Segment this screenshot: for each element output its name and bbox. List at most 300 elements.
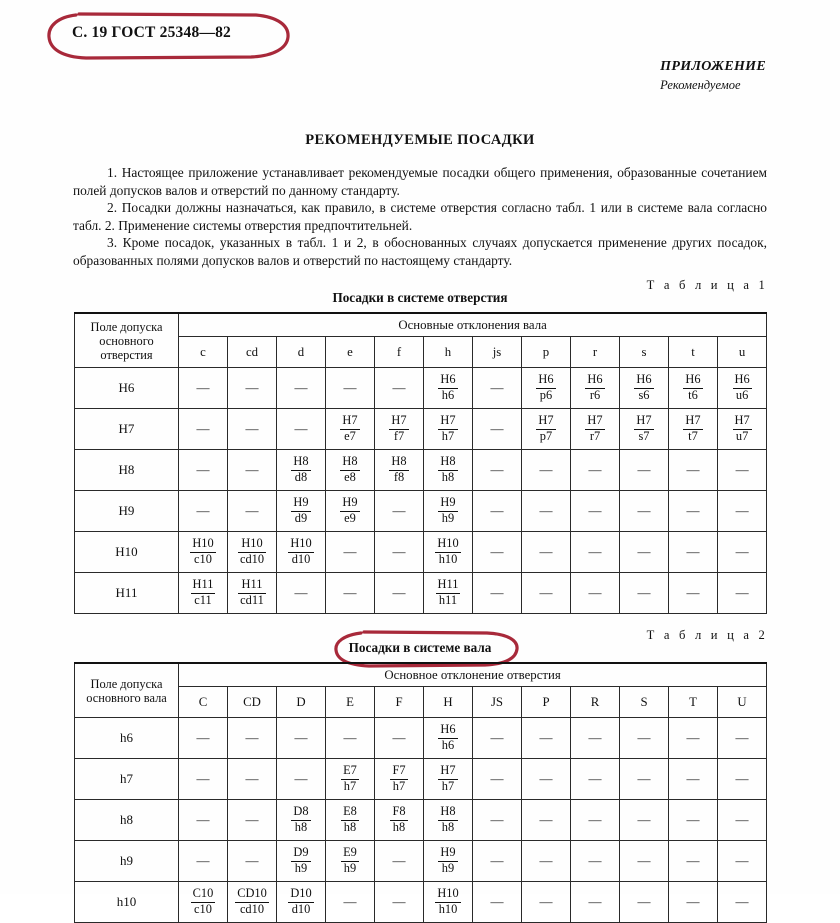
fraction-denominator: h8: [291, 820, 310, 834]
table-row: [75, 491, 767, 532]
fit-fraction: [634, 373, 653, 401]
fit-fraction: [288, 887, 313, 915]
cell-dash: —: [686, 503, 700, 518]
table2-cell-h7-r: [571, 759, 620, 800]
fit-fraction: [733, 414, 752, 442]
table2-cell-h9-cd: [228, 841, 277, 882]
table2-cell-h6-r: [571, 718, 620, 759]
table2-cell-h7-c: [179, 759, 228, 800]
table1-cell-h11-s: [620, 573, 669, 614]
fraction-denominator: r7: [585, 429, 604, 443]
table2-cell-h9-d: [277, 841, 326, 882]
fraction-numerator: H6: [734, 372, 750, 387]
fit-fraction: [389, 455, 408, 483]
fraction-denominator: d10: [288, 552, 313, 566]
table1-cell-h9-r: [571, 491, 620, 532]
cell-dash: —: [392, 894, 406, 909]
cell-dash: —: [588, 730, 602, 745]
table2-row-label-h9: h9: [75, 841, 179, 882]
table1-cell-h11-p: [522, 573, 571, 614]
fit-fraction: [238, 578, 266, 606]
cell-dash: —: [196, 421, 210, 436]
table-row: [75, 450, 767, 491]
fraction-numerator: E7: [343, 763, 357, 778]
table1-cell-h10-p: [522, 532, 571, 573]
fraction-denominator: h9: [438, 861, 457, 875]
cell-dash: —: [245, 730, 259, 745]
table1-cell-h7-cd: [228, 409, 277, 450]
table1-head: [75, 313, 767, 368]
table1-cell-h6-e: [326, 368, 375, 409]
cell-dash: —: [686, 771, 700, 786]
cell-dash: —: [490, 544, 504, 559]
table2-row-label-h10: h10: [75, 882, 179, 923]
cell-dash: —: [343, 380, 357, 395]
cell-dash: —: [490, 380, 504, 395]
appendix-block: [660, 58, 766, 94]
cell-dash: —: [294, 771, 308, 786]
fraction-denominator: h8: [438, 470, 457, 484]
table2-column-header-s: S: [620, 687, 669, 718]
table2-cell-h8-js: [473, 800, 522, 841]
running-head: С. 19 ГОСТ 25348—82: [72, 24, 231, 41]
table2-cell-h6-js: [473, 718, 522, 759]
fraction-numerator: H11: [192, 577, 214, 592]
table2-cell-h7-h: [424, 759, 473, 800]
table1-cell-h10-cd: [228, 532, 277, 573]
table2-cell-h9-t: [669, 841, 718, 882]
fraction-denominator: e7: [340, 429, 359, 443]
table-row: [75, 841, 767, 882]
fraction-numerator: H7: [685, 413, 701, 428]
table-row: [75, 532, 767, 573]
cell-dash: —: [392, 730, 406, 745]
table1-cell-h7-js: [473, 409, 522, 450]
table1-cell-h8-d: [277, 450, 326, 491]
table1-cell-h9-e: [326, 491, 375, 532]
table1-cell-h7-p: [522, 409, 571, 450]
fit-fraction: [435, 887, 460, 915]
table2-cell-h7-cd: [228, 759, 277, 800]
table1-cell-h6-f: [375, 368, 424, 409]
cell-dash: —: [588, 771, 602, 786]
table2-cell-h10-e: [326, 882, 375, 923]
fraction-numerator: CD10: [237, 886, 267, 901]
cell-dash: —: [245, 380, 259, 395]
cell-dash: —: [588, 503, 602, 518]
table2-cell-h8-s: [620, 800, 669, 841]
fraction-numerator: H8: [342, 454, 358, 469]
fraction-denominator: u6: [733, 388, 752, 402]
cell-dash: —: [539, 894, 553, 909]
table2-number: Т а б л и ц а 2: [646, 628, 768, 642]
fraction-numerator: H7: [734, 413, 750, 428]
table1-cell-h7-t: [669, 409, 718, 450]
table1-cell-h9-t: [669, 491, 718, 532]
table-posadki-v-sisteme-vala: [74, 662, 767, 923]
table-row: [75, 368, 767, 409]
table2-cell-h9-s: [620, 841, 669, 882]
table2-row-label-h8: h8: [75, 800, 179, 841]
cell-dash: —: [588, 585, 602, 600]
table2-cell-h7-t: [669, 759, 718, 800]
table2-column-header-e: E: [326, 687, 375, 718]
fraction-denominator: r6: [585, 388, 604, 402]
table-row: [75, 882, 767, 923]
table2-cell-h8-f: [375, 800, 424, 841]
fit-fraction: [435, 537, 460, 565]
table2-cell-h10-u: [718, 882, 767, 923]
fraction-numerator: H7: [538, 413, 554, 428]
fraction-numerator: H11: [241, 577, 263, 592]
table2-cell-h8-cd: [228, 800, 277, 841]
table1-cell-h10-r: [571, 532, 620, 573]
table1-cell-h6-h: [424, 368, 473, 409]
cell-dash: —: [392, 503, 406, 518]
table1-title: Посадки в системе отверстия: [332, 290, 508, 305]
table1-cell-h8-t: [669, 450, 718, 491]
table2-cell-h7-d: [277, 759, 326, 800]
fit-fraction: [340, 496, 359, 524]
cell-dash: —: [637, 585, 651, 600]
fit-fraction: [340, 414, 359, 442]
paragraph-1: 1. Настоящее приложение устанавливает рекомендуемые посадки общего применения, образованные сочетанием полей допусков валов и отверстий по данному стандарту.: [73, 165, 767, 198]
table2-cell-h10-cd: [228, 882, 277, 923]
cell-dash: —: [686, 462, 700, 477]
table1-cell-h11-f: [375, 573, 424, 614]
fraction-denominator: h7: [341, 779, 359, 793]
fit-fraction: [341, 805, 359, 833]
table2-cell-h6-p: [522, 718, 571, 759]
table1-cell-h10-t: [669, 532, 718, 573]
cell-dash: —: [539, 462, 553, 477]
table2-cell-h10-s: [620, 882, 669, 923]
table1-cell-h10-s: [620, 532, 669, 573]
table1-cell-h8-f: [375, 450, 424, 491]
cell-dash: —: [294, 421, 308, 436]
table1-cell-h6-p: [522, 368, 571, 409]
table2-column-header-h: H: [424, 687, 473, 718]
cell-dash: —: [392, 544, 406, 559]
table2-cell-h10-c: [179, 882, 228, 923]
cell-dash: —: [637, 812, 651, 827]
table2-cell-h9-u: [718, 841, 767, 882]
fraction-denominator: h8: [390, 820, 407, 834]
cell-dash: —: [490, 421, 504, 436]
cell-dash: —: [539, 585, 553, 600]
table1-column-header-c: c: [179, 337, 228, 368]
fraction-denominator: h10: [435, 552, 460, 566]
table2-cell-h10-h: [424, 882, 473, 923]
fraction-denominator: h9: [438, 511, 457, 525]
table-posadki-v-sisteme-otverstiya: [74, 312, 767, 614]
table1-cell-h11-e: [326, 573, 375, 614]
table2-cell-h8-t: [669, 800, 718, 841]
cell-dash: —: [735, 771, 749, 786]
fit-fraction: [341, 846, 359, 874]
table1-cell-h6-r: [571, 368, 620, 409]
fraction-numerator: F7: [392, 763, 406, 778]
cell-dash: —: [637, 894, 651, 909]
paragraph-3: 3. Кроме посадок, указанных в табл. 1 и 2, в обоснованных случаях допускается применение других посадок, образованных полями допусков валов и отверстий по настоящему стандарту.: [73, 235, 767, 268]
cell-dash: —: [196, 771, 210, 786]
fit-fraction: [340, 455, 359, 483]
fraction-denominator: d10: [288, 902, 313, 916]
table-row: [75, 800, 767, 841]
table1-cell-h10-h: [424, 532, 473, 573]
table2-stub-header: Поле допуска основного вала: [75, 663, 179, 718]
fit-fraction: [733, 373, 752, 401]
fraction-denominator: c11: [191, 593, 216, 607]
fraction-numerator: E9: [343, 845, 357, 860]
cell-dash: —: [245, 853, 259, 868]
cell-dash: —: [196, 853, 210, 868]
table2-column-header-p: P: [522, 687, 571, 718]
table1-cell-h7-f: [375, 409, 424, 450]
table1-row-label-h9: H9: [75, 491, 179, 532]
table2-cell-h7-js: [473, 759, 522, 800]
table2-column-header-cd: CD: [228, 687, 277, 718]
cell-dash: —: [686, 730, 700, 745]
table2-cell-h6-e: [326, 718, 375, 759]
fraction-denominator: u7: [733, 429, 752, 443]
appendix-label: ПРИЛОЖЕНИЕ: [660, 59, 766, 74]
cell-dash: —: [735, 853, 749, 868]
table1-cell-h8-c: [179, 450, 228, 491]
table2-body: [75, 718, 767, 923]
fraction-numerator: H10: [437, 886, 459, 901]
cell-dash: —: [588, 462, 602, 477]
table1-cell-h9-h: [424, 491, 473, 532]
table2-cell-h10-js: [473, 882, 522, 923]
cell-dash: —: [637, 462, 651, 477]
fraction-numerator: H7: [342, 413, 358, 428]
fit-fraction: [438, 846, 457, 874]
fraction-numerator: H7: [636, 413, 652, 428]
cell-dash: —: [392, 380, 406, 395]
cell-dash: —: [588, 853, 602, 868]
table1-cell-h11-cd: [228, 573, 277, 614]
cell-dash: —: [539, 544, 553, 559]
fraction-numerator: H6: [636, 372, 652, 387]
table1-stub-header: Поле допуска основного отверстия: [75, 313, 179, 368]
cell-dash: —: [490, 771, 504, 786]
fit-fraction: [235, 887, 269, 915]
fraction-denominator: h10: [435, 902, 460, 916]
table2-cell-h6-h: [424, 718, 473, 759]
fraction-denominator: h9: [291, 861, 310, 875]
table2-column-header-d: D: [277, 687, 326, 718]
table1-cell-h8-cd: [228, 450, 277, 491]
cell-dash: —: [196, 380, 210, 395]
table1-cell-h6-d: [277, 368, 326, 409]
table2-cell-h10-t: [669, 882, 718, 923]
fraction-denominator: f7: [389, 429, 408, 443]
fit-fraction: [438, 455, 457, 483]
table2-cell-h7-s: [620, 759, 669, 800]
table2-cell-h9-r: [571, 841, 620, 882]
cell-dash: —: [490, 503, 504, 518]
table2-cell-h9-c: [179, 841, 228, 882]
cell-dash: —: [735, 585, 749, 600]
fraction-denominator: f8: [389, 470, 408, 484]
fraction-denominator: d8: [291, 470, 310, 484]
fraction-denominator: d9: [291, 511, 310, 525]
table-row: [75, 759, 767, 800]
table-row: [75, 573, 767, 614]
fraction-denominator: h6: [438, 388, 457, 402]
table1-column-header-s: s: [620, 337, 669, 368]
table2-cell-h8-d: [277, 800, 326, 841]
fit-fraction: [390, 805, 407, 833]
page-title: РЕКОМЕНДУЕМЫЕ ПОСАДКИ: [305, 132, 535, 148]
fit-fraction: [291, 455, 310, 483]
fit-fraction: [585, 373, 604, 401]
table2-column-header-c: C: [179, 687, 228, 718]
table2-row-label-h6: h6: [75, 718, 179, 759]
fraction-denominator: h7: [390, 779, 407, 793]
fraction-denominator: s7: [634, 429, 653, 443]
table1-column-header-t: t: [669, 337, 718, 368]
fit-fraction: [190, 537, 215, 565]
cell-dash: —: [539, 853, 553, 868]
cell-dash: —: [245, 771, 259, 786]
cell-dash: —: [686, 853, 700, 868]
table1-cell-h11-t: [669, 573, 718, 614]
table1-cell-h8-h: [424, 450, 473, 491]
table2-cell-h9-f: [375, 841, 424, 882]
cell-dash: —: [686, 812, 700, 827]
table1-column-header-cd: cd: [228, 337, 277, 368]
fraction-numerator: D8: [293, 804, 309, 819]
table2-cell-h9-p: [522, 841, 571, 882]
table1-row-label-h10: H10: [75, 532, 179, 573]
cell-dash: —: [686, 544, 700, 559]
cell-dash: —: [196, 812, 210, 827]
table2-head: [75, 663, 767, 718]
table2-cell-h6-d: [277, 718, 326, 759]
table2-cell-h9-js: [473, 841, 522, 882]
fraction-numerator: H6: [440, 372, 456, 387]
fit-fraction: [390, 764, 407, 792]
fraction-denominator: h7: [438, 779, 457, 793]
fraction-denominator: h8: [341, 820, 359, 834]
table1-cell-h7-r: [571, 409, 620, 450]
table2-cell-h8-r: [571, 800, 620, 841]
table1-cell-h11-c: [179, 573, 228, 614]
table-row: [75, 409, 767, 450]
table2-cell-h9-e: [326, 841, 375, 882]
fraction-numerator: H7: [391, 413, 407, 428]
cell-dash: —: [588, 544, 602, 559]
cell-dash: —: [735, 462, 749, 477]
table1-cell-h9-c: [179, 491, 228, 532]
cell-dash: —: [196, 730, 210, 745]
fraction-numerator: H10: [192, 536, 214, 551]
fraction-denominator: p6: [536, 388, 555, 402]
table2-cell-h8-c: [179, 800, 228, 841]
cell-dash: —: [245, 812, 259, 827]
fit-fraction: [438, 414, 457, 442]
cell-dash: —: [196, 462, 210, 477]
table2-row-label-h7: h7: [75, 759, 179, 800]
cell-dash: —: [392, 585, 406, 600]
fraction-denominator: c10: [190, 552, 215, 566]
fit-fraction: [291, 805, 310, 833]
fraction-numerator: H8: [293, 454, 309, 469]
table1-cell-h9-p: [522, 491, 571, 532]
fraction-numerator: H6: [587, 372, 603, 387]
table2-cell-h7-e: [326, 759, 375, 800]
fit-fraction: [191, 578, 216, 606]
fraction-numerator: H7: [587, 413, 603, 428]
table1-cell-h11-r: [571, 573, 620, 614]
cell-dash: —: [735, 503, 749, 518]
table1-cell-h8-p: [522, 450, 571, 491]
table1-column-header-js: js: [473, 337, 522, 368]
table1-cell-h6-cd: [228, 368, 277, 409]
cell-dash: —: [686, 894, 700, 909]
cell-dash: —: [245, 421, 259, 436]
cell-dash: —: [539, 503, 553, 518]
table1-cell-h6-c: [179, 368, 228, 409]
table2-cell-h10-d: [277, 882, 326, 923]
cell-dash: —: [196, 503, 210, 518]
table1-cell-h11-js: [473, 573, 522, 614]
table1-cell-h10-c: [179, 532, 228, 573]
fit-fraction: [438, 764, 457, 792]
fit-fraction: [238, 537, 266, 565]
paragraph-2: 2. Посадки должны назначаться, как правило, в системе отверстия согласно табл. 1 или в системе вала согласно табл. 2. Применение системы отверстия предпочтительней.: [73, 200, 767, 233]
table1-row-label-h8: H8: [75, 450, 179, 491]
table2-cell-h10-r: [571, 882, 620, 923]
table1-cell-h7-u: [718, 409, 767, 450]
cell-dash: —: [637, 771, 651, 786]
table1-cell-h9-d: [277, 491, 326, 532]
fit-fraction: [438, 723, 457, 751]
fraction-numerator: H10: [290, 536, 312, 551]
table1-column-header-r: r: [571, 337, 620, 368]
fraction-numerator: H9: [440, 495, 456, 510]
cell-dash: —: [686, 585, 700, 600]
cell-dash: —: [637, 730, 651, 745]
table1-cell-h7-e: [326, 409, 375, 450]
table1-number: Т а б л и ц а 1: [646, 278, 768, 292]
cell-dash: —: [588, 812, 602, 827]
table1-cell-h7-d: [277, 409, 326, 450]
table2-column-header-f: F: [375, 687, 424, 718]
table2-cell-h10-p: [522, 882, 571, 923]
table1-cell-h7-c: [179, 409, 228, 450]
fraction-denominator: cd10: [235, 902, 269, 916]
table2-cell-h6-t: [669, 718, 718, 759]
table2-column-header-u: U: [718, 687, 767, 718]
table1-cell-h9-f: [375, 491, 424, 532]
table2-cell-h8-p: [522, 800, 571, 841]
fraction-numerator: D9: [293, 845, 309, 860]
cell-dash: —: [490, 730, 504, 745]
table2-cell-h6-c: [179, 718, 228, 759]
fraction-denominator: h7: [438, 429, 457, 443]
table2-group-header: Основное отклонение отверстия: [179, 663, 767, 687]
fraction-numerator: H6: [538, 372, 554, 387]
table2-cell-h7-p: [522, 759, 571, 800]
table1-cell-h11-d: [277, 573, 326, 614]
cell-dash: —: [343, 544, 357, 559]
table1-cell-h6-s: [620, 368, 669, 409]
body-text: [73, 164, 767, 270]
table2-cell-h6-s: [620, 718, 669, 759]
